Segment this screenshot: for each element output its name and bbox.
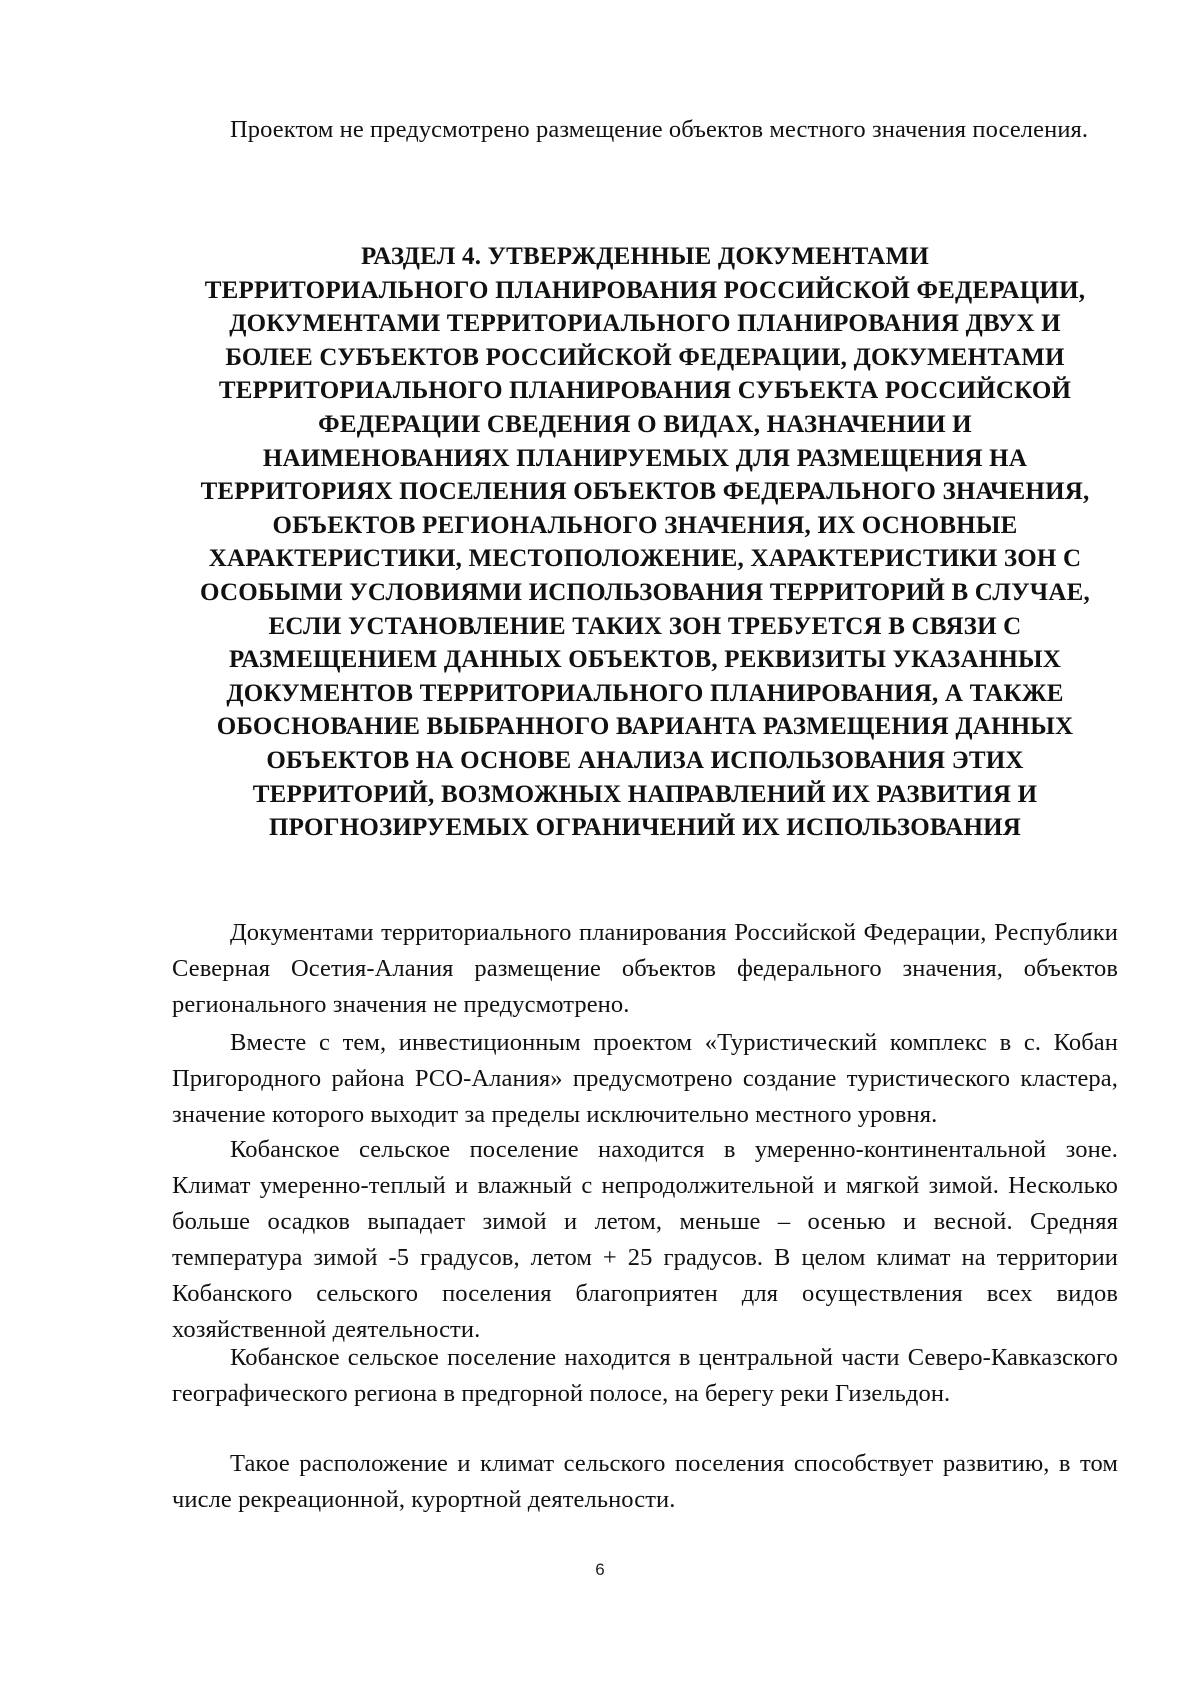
heading-line: ТЕРРИТОРИЯХ ПОСЕЛЕНИЯ ОБЪЕКТОВ ФЕДЕРАЛЬНОГО ЗНАЧЕНИЯ,: [200, 478, 1090, 506]
heading-line: ТЕРРИТОРИАЛЬНОГО ПЛАНИРОВАНИЯ СУБЪЕКТА РОССИЙСКОЙ: [218, 377, 1072, 405]
heading-line: ТЕРРИТОРИАЛЬНОГО ПЛАНИРОВАНИЯ РОССИЙСКОЙ ФЕДЕРАЦИИ,: [204, 276, 1086, 304]
document-page: [172, 0, 1118, 1697]
intro-paragraph: Проектом не предусмотрено размещение объектов местного значения поселения.: [230, 116, 1089, 143]
heading-line: НАИМЕНОВАНИЯХ ПЛАНИРУЕМЫХ ДЛЯ РАЗМЕЩЕНИЯ НА: [262, 444, 1028, 472]
heading-line: ТЕРРИТОРИЙ, ВОЗМОЖНЫХ НАПРАВЛЕНИЙ ИХ РАЗВИТИЯ И: [252, 780, 1038, 808]
heading-line: ОБОСНОВАНИЕ ВЫБРАННОГО ВАРИАНТА РАЗМЕЩЕНИЯ ДАННЫХ: [216, 713, 1074, 741]
page-number: 6: [595, 1560, 605, 1579]
body-paragraph: Такое расположение и климат сельского поселения способствует развитию, в том числе рекреационной, курортной деятельности.: [172, 1450, 1118, 1513]
body-paragraph: Кобанское сельское поселение находится в умеренно-континентальной зоне. Климат умеренно-теплый и влажный с непродолжительной и мягкой зимой. Несколько больше осадков выпадает зимой и летом, меньше – осенью и весной. Средняя температура зимой -5 градусов, летом + 25 градусов. В целом климат на территории Кобанского сельского поселения благоприятен для осуществления всех видов хозяйственной деятельности.: [172, 1136, 1118, 1343]
heading-line: ПРОГНОЗИРУЕМЫХ ОГРАНИЧЕНИЙ ИХ ИСПОЛЬЗОВАНИЯ: [269, 814, 1021, 842]
heading-line: РАЗДЕЛ 4. УТВЕРЖДЕННЫЕ ДОКУМЕНТАМИ: [361, 243, 929, 270]
heading-line: ДОКУМЕНТАМИ ТЕРРИТОРИАЛЬНОГО ПЛАНИРОВАНИЯ ДВУХ И: [229, 310, 1061, 338]
heading-line: ДОКУМЕНТОВ ТЕРРИТОРИАЛЬНОГО ПЛАНИРОВАНИЯ, А ТАКЖЕ: [226, 679, 1064, 707]
heading-line: ОСОБЫМИ УСЛОВИЯМИ ИСПОЛЬЗОВАНИЯ ТЕРРИТОРИЙ В СЛУЧАЕ,: [200, 578, 1090, 606]
heading-line: ОБЪЕКТОВ РЕГИОНАЛЬНОГО ЗНАЧЕНИЯ, ИХ ОСНОВНЫЕ: [272, 511, 1018, 539]
body-paragraph: Документами территориального планирования Российской Федерации, Республики Северная Осетия-Алания размещение объектов федерального значения, объектов регионального значения не предусмотрено.: [172, 919, 1118, 1018]
heading-line: РАЗМЕЩЕНИЕМ ДАННЫХ ОБЪЕКТОВ, РЕКВИЗИТЫ УКАЗАННЫХ: [229, 646, 1061, 674]
heading-line: ХАРАКТЕРИСТИКИ, МЕСТОПОЛОЖЕНИЕ, ХАРАКТЕРИСТИКИ ЗОН С: [208, 545, 1082, 573]
body-paragraph: Кобанское сельское поселение находится в центральной части Северо-Кавказского географического региона в предгорной полосе, на берегу реки Гизельдон.: [172, 1344, 1118, 1407]
heading-line: ЕСЛИ УСТАНОВЛЕНИЕ ТАКИХ ЗОН ТРЕБУЕТСЯ В СВЯЗИ С: [268, 612, 1022, 640]
section-heading: [172, 240, 1118, 845]
heading-line: БОЛЕЕ СУБЪЕКТОВ РОССИЙСКОЙ ФЕДЕРАЦИИ, ДОКУМЕНТАМИ: [225, 343, 1065, 371]
heading-line: ФЕДЕРАЦИИ СВЕДЕНИЯ О ВИДАХ, НАЗНАЧЕНИИ И: [318, 410, 972, 438]
body-paragraph: Вместе с тем, инвестиционным проектом «Туристический комплекс в с. Кобан Пригородного района РСО-Алания» предусмотрено создание туристического кластера, значение которого выходит за пределы исключительно местного уровня.: [172, 1029, 1118, 1128]
heading-line: ОБЪЕКТОВ НА ОСНОВЕ АНАЛИЗА ИСПОЛЬЗОВАНИЯ ЭТИХ: [266, 746, 1024, 774]
